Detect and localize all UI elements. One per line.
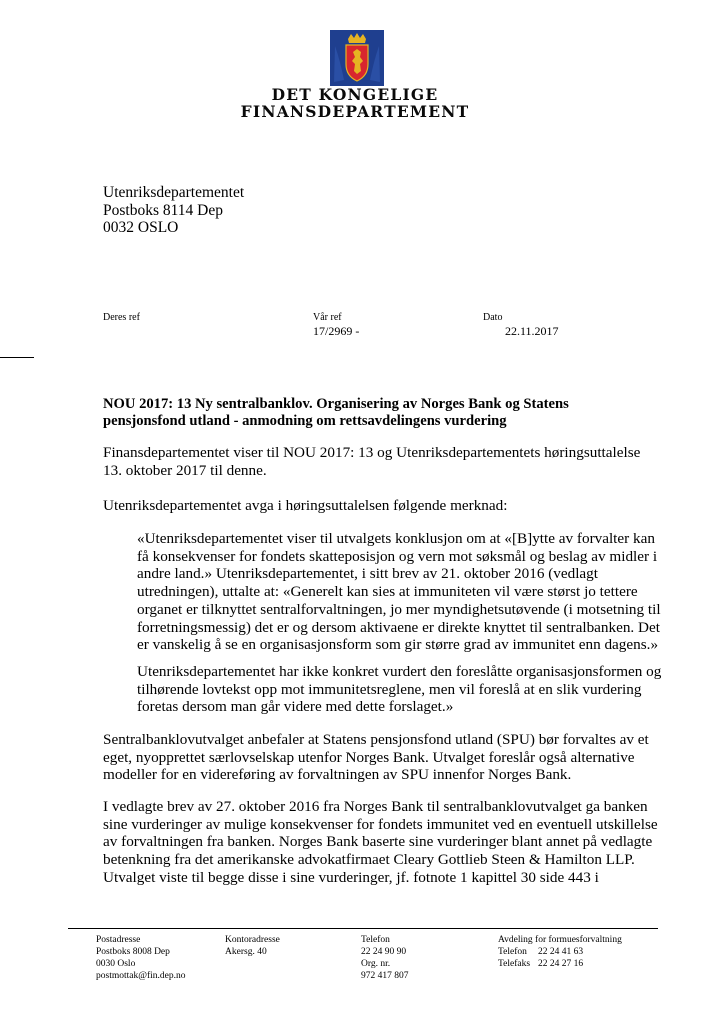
dato-label: Dato [483, 312, 503, 323]
footer-avd-telefaks-value: 22 24 27 16 [538, 959, 584, 969]
footer-avd-telefon-value: 22 24 41 63 [538, 947, 584, 957]
recipient-line-3: 0032 OSLO [103, 219, 179, 236]
footer-kontoradresse-label: Kontoradresse [225, 935, 280, 945]
footer-avd-telefon [498, 946, 622, 958]
recipient-line-1: Utenriksdepartementet [103, 184, 245, 201]
var-ref-value: 17/2969 - [313, 324, 360, 338]
footer-email[interactable]: postmottak@fin.dep.no [96, 971, 186, 981]
deres-ref-label: Deres ref [103, 312, 140, 323]
body-paragraph-2: Utenriksdepartementet avga i høringsuttalelsen følgende merknad: [103, 497, 508, 514]
recipient-address [103, 184, 244, 237]
footer-postadresse-line-1: Postboks 8008 Dep [96, 947, 170, 957]
footer-telefon [361, 934, 409, 982]
var-ref-label: Vår ref [313, 312, 342, 323]
footer-kontoradresse-line-1: Akersg. 40 [225, 947, 267, 957]
coat-of-arms-logo [330, 30, 384, 86]
letterhead-line-1: DET KONGELIGE [271, 85, 439, 104]
letterhead-line-2: FINANSDEPARTEMENT [240, 102, 470, 121]
footer-postadresse-label: Postadresse [96, 935, 141, 945]
recipient-line-2: Postboks 8114 Dep [103, 201, 223, 219]
footer-avd-telefaks-label: Telefaks [498, 959, 531, 969]
footer-avdeling [498, 934, 622, 970]
quote-paragraph-1: «Utenriksdepartementet viser til utvalgets konklusjon om at «[B]ytte av forvalter kan få konsekvenser for fondets skatteposisjon og vern mot søksmål og beslag av midler i andre land.» Utenriksdepartementet, i sitt brev av 21. oktober 2016 (vedlagt utredningen), uttalte at: «Generelt kan sies at immuniteten vil være størst jo tettere organet er tilknyttet sentralforvaltningen, jo mer myndighetsutøvende (i motsetning til forretningsmessig) det er og dersom aktivaene er direkte knyttet til sentralbanken. Det er vanskelig å se en organisasjonsform som gir større grad av immunitet enn dagens.» [137, 530, 661, 654]
footer-kontoradresse [225, 934, 280, 958]
body-paragraph-1: Finansdepartementet viser til NOU 2017: 13 og Utenriksdepartementets høringsuttalelse 13. oktober 2017 til denne. [103, 444, 641, 479]
footer-postadresse [96, 934, 186, 982]
footer-divider [68, 928, 658, 929]
footer-avdeling-label: Avdeling for formuesforvaltning [498, 935, 622, 945]
dato-value: 22.11.2017 [505, 324, 559, 338]
footer-orgnr-value: 972 417 807 [361, 971, 409, 981]
footer-orgnr-label: Org. nr. [361, 959, 391, 969]
footer-avd-telefaks [498, 958, 622, 970]
footer-telefon-value: 22 24 90 90 [361, 947, 407, 957]
fold-mark [0, 357, 34, 358]
body-paragraph-4: I vedlagte brev av 27. oktober 2016 fra Norges Bank til sentralbanklovutvalget ga banken sine vurderinger av mulige konsekvenser for fondets immunitet ved en eventuell utskillelse av forvaltningen fra banken. Norges Bank baserte sine vurderinger blant annet på vedlagte betenkning fra det amerikanske advokatfirmaet Cleary Gottlieb Steen & Hamilton LLP. Utvalget viste til begge disse i sine vurderinger, jf. fotnote 1 kapittel 30 side 443 i [103, 798, 658, 886]
body-paragraph-3: Sentralbanklovutvalget anbefaler at Statens pensjonsfond utland (SPU) bør forvaltes av et eget, nyopprettet særlovselskap utenfor Norges Bank. Utvalget foreslår også alternative modeller for en videreføring av forvaltningen av SPU innenfor Norges Bank. [103, 731, 649, 784]
footer-postadresse-line-2: 0030 Oslo [96, 959, 136, 969]
footer-avd-telefon-label: Telefon [498, 947, 527, 957]
quote-paragraph-2: Utenriksdepartementet har ikke konkret vurdert den foreslåtte organisasjonsformen og tilhørende lovtekst opp mot immunitetsreglene, men vil foreslå at en slik vurdering foretas dersom man går videre med dette forslaget.» [137, 663, 662, 716]
crown-icon [348, 33, 366, 43]
footer-telefon-label: Telefon [361, 935, 390, 945]
subject-heading: NOU 2017: 13 Ny sentralbanklov. Organisering av Norges Bank og Statens pensjonsfond utland - anmodning om rettsavdelingens vurdering [103, 396, 569, 429]
